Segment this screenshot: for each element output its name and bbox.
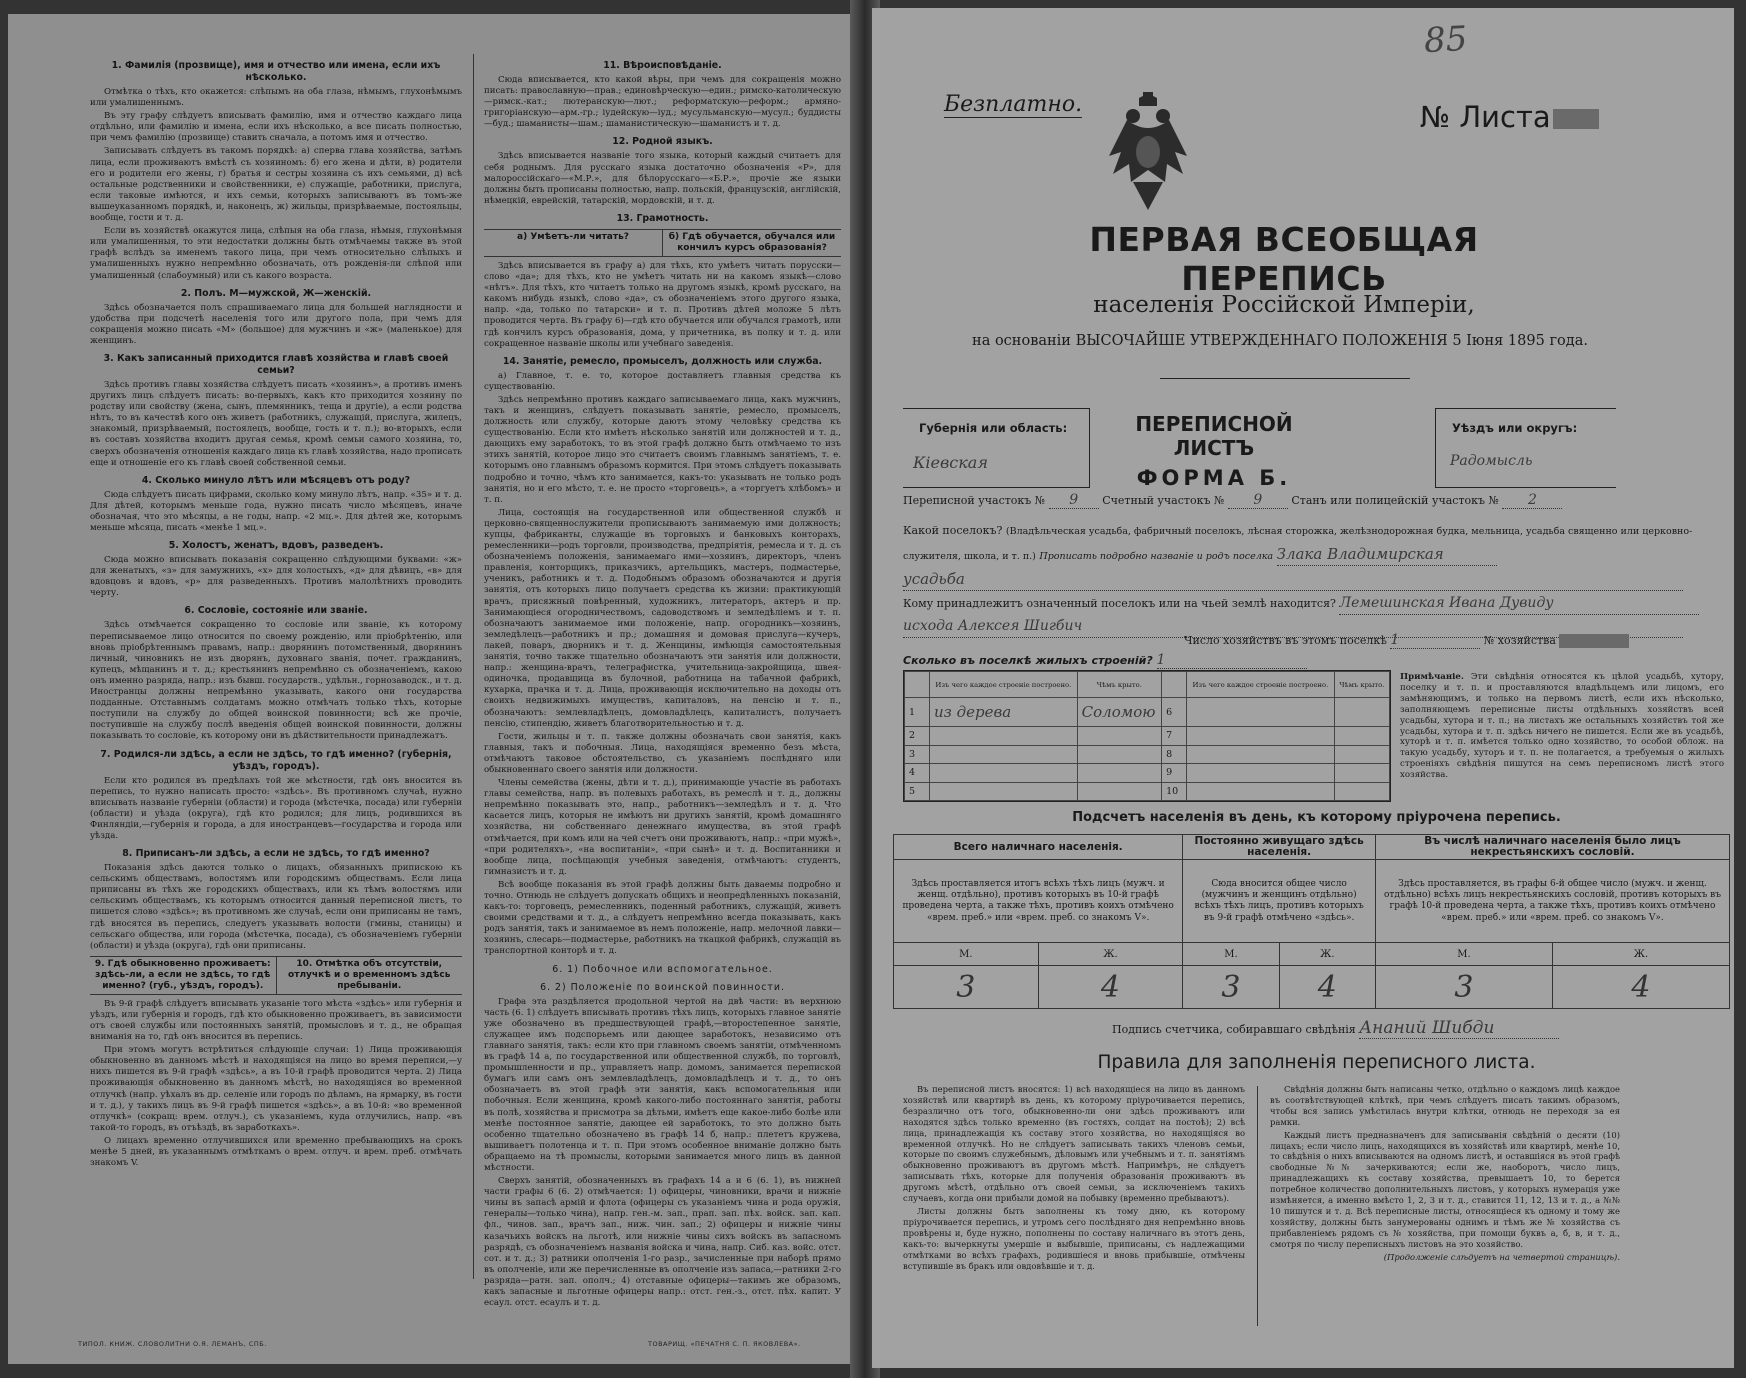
- instruction-paragraph: Гости, жильцы и т. п. также должны обозначать свои занятія, какъ главныя, такъ и побочныя. Лица, находящіяся временно безъ мѣста, отмѣчаютъ таковое обстоятельство, съ указаніемъ послѣдняго или обыкновеннаго своего занятія или должности.: [484, 731, 841, 775]
- building-roof: [1334, 782, 1389, 800]
- split-heading-right: б) Гдѣ обучается, обучался или кончилъ курсъ образованія?: [662, 230, 841, 256]
- building-roof: [1334, 698, 1389, 727]
- female-header: Ж.: [1279, 943, 1375, 966]
- split-heading-left: 9. Гдѣ обыкновенно проживаетъ: здѣсь-ли, а если не здѣсь, то гдѣ именно? (губ., уѣздъ, городъ).: [94, 958, 271, 991]
- owner-label: Кому принадлежитъ означенный поселокъ или на чьей землѣ находится?: [903, 597, 1336, 610]
- instruction-paragraph: Отмѣтка о тѣхъ, кто окажется: слѣпымъ на оба глаза, нѣмымъ, глухонѣмымъ или умалишеннымъ.: [90, 87, 462, 109]
- section-heading: 3. Какъ записанный приходится главѣ хозяйства и главѣ своей семьи?: [103, 352, 449, 376]
- building-material: [1187, 727, 1335, 745]
- building-number: 1: [905, 698, 930, 727]
- building-roof: [1077, 782, 1161, 800]
- male-header: М.: [1183, 943, 1279, 966]
- section-heading: 2. Полъ. М—мужской, Ж—женскій.: [180, 287, 372, 299]
- uezd-value: Радомысль: [1450, 453, 1533, 469]
- settlement-hint: (Владѣльческая усадьба, фабричный поселокъ, лѣсная сторожка, желѣзнодорожная будка, мельница, усадьба священно или церковно-служителя, школа, и т. п.): [903, 526, 1693, 562]
- printer-imprint-left: ТИПОЛ. КНИЖ. СЛОВОЛИТНИ О.Я. ЛЕМАНЪ, СПБ.: [78, 1340, 267, 1348]
- section-heading: 1. Фамилія (прозвище), имя и отчество или имена, если ихъ нѣсколько.: [111, 60, 441, 83]
- instruction-paragraph: Въ 9-й графѣ слѣдуетъ вписывать указаніе того мѣста «здѣсь» или губернія и уѣздъ, или губернія и городъ, гдѣ кто обыкновенно проживаетъ, въ зависимости отъ своей службы или постоянныхъ занятій, промысловъ и т. д., не обращая вниманія на то, гдѣ онъ вносится въ перепись.: [90, 998, 462, 1043]
- split-heading-left: а) Умѣетъ-ли читать?: [517, 231, 629, 242]
- building-number: 9: [1162, 764, 1187, 782]
- building-material: [1187, 698, 1335, 727]
- rules-paragraph: Въ переписной листъ вносятся: 1) всѣ находящіеся на лицо въ данномъ хозяйствѣ или квартирѣ въ день, къ которому пріурочивается перепись, безразлично отъ того, обыкновенно-ли они здѣсь проживаютъ или находятся здѣсь только временно (въ гостяхъ, солдат на постоѣ); 2) всѣ лица, принадлежащія къ составу этого хозяйства, но находящіяся во временной отлучкѣ. Но не слѣдуетъ записывать такихъ членовъ семьи, которые по своимъ служебнымъ, дѣловымъ или учебнымъ и т. п. занятіямъ обыкновенно проживаютъ въ другомъ мѣстѣ. Напримѣръ, не слѣдуетъ записывать тѣхъ, которые для полученія образованія проживаютъ въ другомъ мѣстѣ, отдѣльно отъ своей семьи, за исключеніемъ такихъ случаевъ, когда они прибыли домой на побывку (временно пребываютъ).: [903, 1084, 1245, 1204]
- instruction-paragraph: Лица, состоящія на государственной или общественной службѣ и церковно-священнослужители прописываютъ занимаемую ими должность; купцы, фабриканты, служащіе въ торговыхъ и банковыхъ конторахъ, ремесленники—родъ торговли, производства, предпріятія, ремесла и т. д. съ обозначеніемъ положенія, занимаемаго ими—хозяинъ, директоръ, членъ правленія, конторщикъ, приказчикъ, артельщикъ, мастеръ, подмастерье, ученикъ, работникъ и т. д. Подобнымъ образомъ обозначаются и другія занятія, отъ которыхъ лицо получаетъ средства къ жизни: практикующій врачъ, присяжный повѣренный, художникъ, литераторъ, актеръ и пр. Занимающіеся огородничествомъ, садоводствомъ и земледѣліемъ и т. п. обозначаютъ занимаемое ими положеніе, напр. огородникъ—хозяинъ, земледѣлецъ—работникъ и пр.; домашняя и домовая прислуга—кучеръ, лакей, поваръ, дворникъ и т. д. Женщины, имѣющія самостоятельныя занятія, точно также тщательно обозначаютъ эти занятія или должности, напр.: женщина-врачъ, телеграфистка, учительница-закройщица, швея-одиночка, продавщица въ булочной, работница на табачной фабрикѣ, кухарка, прачка и т. д. Лица, проживающія исключительно на доходы отъ своихъ недвижимыхъ имуществъ, капиталовъ, на пенсію и т. п., обозначаютъ: землевладѣлецъ, домовладѣлецъ, капиталистъ, получаетъ пенсію, стипендію, живетъ благотворительностью и т. д.: [484, 507, 841, 729]
- uezd-label: Уѣздъ или округъ:: [1452, 421, 1578, 435]
- settlement-value-2: усадьба: [903, 568, 1683, 591]
- buildings-table: [903, 670, 1391, 802]
- settlement-value: Злака Владимирская: [1277, 543, 1497, 566]
- instruction-paragraph: а) Главное, т. е. то, которое доставляетъ главныя средства къ существованію.: [484, 370, 841, 392]
- present-female-count: 4: [1038, 966, 1183, 1009]
- split-heading: [484, 229, 841, 257]
- instruction-paragraph: Здѣсь вписывается названіе того языка, который каждый считаетъ для себя роднымъ. Для русскаго языка достаточно обозначенія «Р», для малороссійскаго—«М.Р.», для бѣлорусскаго—«Б.Р.», прочіе же языки должны быть прописаны полностью, напр. польскій, французскій, англійскій, нѣмецкій, еврейскій, татарскій, мордовскій, и т. д.: [484, 151, 841, 206]
- section-heading: 4. Сколько минуло лѣтъ или мѣсяцевъ отъ роду?: [141, 474, 411, 486]
- household-number-label: № хозяйства: [1483, 634, 1556, 647]
- building-material: [1187, 782, 1335, 800]
- signature-label: Подпись счетчика, собиравшаго свѣдѣнія: [1112, 1023, 1356, 1036]
- owner-value-2: исхода Алексея Шигбич: [903, 615, 1683, 638]
- roof-header: Чѣмъ крыто.: [1077, 672, 1161, 698]
- rules-column-1: [903, 1084, 1245, 1273]
- building-roof: Соломою: [1077, 698, 1161, 727]
- police-district-value: 2: [1502, 492, 1562, 509]
- count-district-value: 9: [1228, 492, 1288, 509]
- enumerator-signature-row: [1112, 1018, 1559, 1039]
- double-headed-eagle-emblem: [1103, 86, 1193, 216]
- building-roof: [1334, 764, 1389, 782]
- building-number: 10: [1162, 782, 1187, 800]
- instruction-paragraph: Въ эту графу слѣдуетъ вписывать фамилію, имя и отчество каждаго лица отдѣльно, или фамилію и имена, если ихъ нѣсколько, а все писать полностью, при чемъ фамилію (прозвище) ставить сначала, а потомъ имя и отчество.: [90, 111, 462, 144]
- instruction-paragraph: Здѣсь отмѣчается сокращенно то сословіе или званіе, къ которому переписываемое лицо относится по своему рожденію, или пріобрѣтенію, или вновь пріобрѣтеннымъ правамъ, напр.: дворянинъ потомственный, дворянинъ личный, чиновникъ не изъ дворянъ, духовнаго званія, почет. гражданинъ, купецъ, мѣщанинъ и т. д.; крестьянинъ непремѣнно съ обозначеніемъ, какою онъ именно разряда, напр.: изъ бывш. государств., удѣльн., горнозаводск., и т. д. Иностранцы должны непремѣнно указывать, какого они государства подданные. Отставнымъ солдатамъ можно отмѣчать только тѣхъ, которые поступили на службу до общей воинской повинности; всѣ же прочіе, поступившіе на службу послѣ введенія общей воинской повинности, должны показывать то сословіе, къ которому они въ дѣйствительности принадлежатъ.: [90, 620, 462, 742]
- building-material: [930, 782, 1078, 800]
- instruction-paragraph: Всѣ вообще показанія въ этой графѣ должны быть даваемы подробно и точно. Отнюдь не слѣдуетъ допускать общихъ и неопредѣленныхъ показаній, какъ-то: торговецъ, ремесленникъ, поденный работникъ, служащій, живетъ своими средствами и т. д., а слѣдуетъ непремѣнно всегда показывать, какъ родъ занятія, такъ и занимаемое въ немъ положеніе, напр. мелочной лавки—хозяинъ, слесарь—подмастерье, работникъ на ткацкой фабрикѣ, служащій въ транспортной конторѣ и т. д.: [484, 879, 841, 957]
- form-header: [903, 408, 1730, 488]
- printer-imprint-right: ТОВАРИЩ. «ПЕЧАТНЯ С. П. ЯКОВЛЕВА».: [648, 1340, 801, 1348]
- buildings-note: [1400, 672, 1724, 781]
- section-heading: 11. Вѣроисповѣданіе.: [603, 60, 722, 71]
- instruction-paragraph: Здѣсь непремѣнно противъ каждаго записываемаго лица, какъ мужчинъ, такъ и женщинъ, слѣдуетъ показывать занятіе, ремесло, промыселъ, должность или службу, которые даютъ этому человѣку средства къ существованію. Если кто имѣетъ нѣсколько занятій или должностей и т. д., дающихъ ему заработокъ, то въ этой графѣ должно быть отмѣчаемо то изъ этихъ занятій, которое лицо это считаетъ своимъ главнымъ занятіемъ, т. е. которымъ оно главнымъ образомъ кормится. При этомъ слѣдуетъ показывать подробно и точно, чѣмъ кто занимается, какъ-то: указывать не только родъ занятія, но и его мѣсто, т. е. не просто «торговецъ», а «торгуетъ хлѣбомъ» и т. п.: [484, 394, 841, 505]
- male-header: М.: [894, 943, 1039, 966]
- rules-title: Правила для заполненія переписного листа.: [1097, 1052, 1536, 1073]
- rules-paragraph: Свѣдѣнія должны быть написаны четко, отдѣльно о каждомъ лицѣ каждое въ соотвѣтствующей клѣткѣ, при чемъ слѣдуетъ писать такимъ образомъ, чтобы вся запись умѣстилась внутри клѣтки, отнюдь не переходя за ея рамки.: [1270, 1084, 1620, 1127]
- section-heading: 12. Родной языкъ.: [612, 136, 713, 148]
- material-header: Изъ чего каждое строеніе построено.: [930, 672, 1078, 698]
- instruction-paragraph: Графа эта раздѣляется продольной чертой на двѣ части: въ верхнюю часть (6. 1) слѣдуетъ вписывать противъ тѣхъ лицъ, которыхъ главное занятіе уже обозначено въ предшествующей графѣ,—второстепенное занятіе, служащее имъ подспорьемъ или дающее заработокъ, независимо отъ главнаго занятія, такъ: если кто при главномъ своемъ занятіи, отмѣченномъ въ графѣ 14 а, по государственной или общественной службѣ, по торговлѣ, промышленности и пр., управляетъ напр. домомъ, занимается перепиской бумагъ или самъ онъ землевладѣлецъ, домовладѣлецъ и т. д., то онъ обозначаетъ въ этой графѣ эти занятія, какъ вспомогательныя или побочныя. Если женщина, кромѣ какого-либо постояннаго занятія, работы въ полѣ, хозяйства и присмотра за дѣтьми, имѣетъ еще какое-либо болѣе или менѣе постоянное занятіе, дающее ей заработокъ, то это должно быть особенно тщательно обозначено въ графѣ 14 б, напр.: плететъ кружева, вышиваетъ полотенца и т. п. При этомъ особенное вниманіе должно быть обращаемо на тѣ промыслы, которыми занимается много лицъ въ данной мѣстности.: [484, 996, 841, 1173]
- buildings-label: Сколько въ поселкѣ жилыхъ строеній?: [903, 654, 1153, 667]
- building-material: [930, 727, 1078, 745]
- population-count-table: [893, 834, 1730, 1008]
- form-title-box: [1099, 408, 1329, 490]
- non-peasant-desc: Здѣсь проставляется, въ графы 6-й общее число (мужч. и женщ. отдѣльно) всѣхъ лицъ некрестьянскихъ сословій, противъ которыхъ въ графѣ 10-й проведена черта, а также тѣхъ, противъ коихъ отмѣчено «врем. преб.» или «врем. преб. со знакомъ V».: [1375, 860, 1729, 943]
- building-material: [1187, 745, 1335, 763]
- instruction-paragraph: Здѣсь противъ главы хозяйства слѣдуетъ писать «хозяинъ», а противъ именъ другихъ лицъ слѣдуетъ писать: во-первыхъ, какъ кто приходится хозяину по родству или свойству (жена, сынъ, племянникъ, теща и другіе), а если родства нѣтъ, то въ качествѣ кого онъ живетъ (работникъ, служащій, прислуга, жилецъ, знакомый, призрѣваемый, постоялецъ, вообще, гость и т. п.); во-вторыхъ, если въ составъ хозяйства входитъ другая семья, кромѣ семьи самого хозяина, то, сверхъ обозначенія отношенія каждаго лица къ главѣ хозяйства, надо прописать еще и отношеніе его къ главѣ своей собственной семьи.: [90, 379, 462, 468]
- census-title: ПЕРВАЯ ВСЕОБЩАЯ ПЕРЕПИСЬ: [1089, 220, 1479, 298]
- redacted-box: [1559, 634, 1629, 648]
- section-heading: 5. Холостъ, женатъ, вдовъ, разведенъ.: [168, 540, 384, 552]
- owner-value: Лемешинская Ивана Дувиду: [1339, 592, 1699, 615]
- subsection-heading: 6. 1) Побочное или вспомогательное.: [552, 963, 773, 975]
- instructions-column-1: [90, 54, 462, 1171]
- settlement-label: Какой поселокъ?: [903, 524, 1003, 537]
- permanent-male-count: 3: [1183, 966, 1279, 1009]
- male-header: М.: [1375, 943, 1552, 966]
- building-number: 6: [1162, 698, 1187, 727]
- female-header: Ж.: [1552, 943, 1729, 966]
- section-heading: 7. Родился-ли здѣсь, а если не здѣсь, то гдѣ именно? (губернія, уѣздъ, городъ).: [100, 748, 452, 772]
- split-heading: [90, 956, 462, 995]
- households-value: 1: [1390, 632, 1480, 649]
- sheet-number: [1420, 100, 1599, 134]
- rules-divider: [1257, 1086, 1258, 1326]
- building-number: 4: [905, 764, 930, 782]
- rules-paragraph: Листы должны быть заполнены къ тому дню, къ которому пріурочивается перепись, и утромъ сего послѣдняго дня непремѣнно вновь провѣрены и, буде нужно, пополнены по составу наличнаго въ этотъ день, какъ-то: вычеркнуты умершіе и выбывшіе, приписаны, съ надлежащими отмѣтками во всѣхъ графахъ, родившіеся и вновь прибывшіе, отмѣчены вступившіе въ бракъ или овдовѣвшіе и т. д.: [903, 1205, 1245, 1271]
- uezd-box: [1435, 408, 1616, 488]
- building-material: [930, 745, 1078, 763]
- building-roof: [1077, 764, 1161, 782]
- non-peasant-male-count: 3: [1375, 966, 1552, 1009]
- gubernia-label: Губернія или область:: [919, 421, 1068, 435]
- census-district-label: Переписной участокъ №: [903, 494, 1046, 507]
- buildings-value: 1: [1157, 652, 1307, 669]
- census-district-value: 9: [1049, 492, 1099, 509]
- present-population-desc: Здѣсь проставляется итогъ всѣхъ тѣхъ лицъ (мужч. и женщ. отдѣльно), противъ которыхъ въ 10-й графѣ проведена черта, а также тѣхъ, противъ коихъ отмѣчено «врем. преб.» или «врем. преб. со знакомъ V».: [894, 860, 1183, 943]
- section-heading: 13. Грамотность.: [616, 212, 709, 224]
- building-row: [905, 782, 1390, 800]
- districts-row: [903, 492, 1562, 509]
- building-row: [905, 764, 1390, 782]
- rules-column-2: [1270, 1084, 1620, 1263]
- female-header: Ж.: [1038, 943, 1183, 966]
- material-header: Изъ чего каждое строеніе построено.: [1187, 672, 1335, 698]
- gubernia-value: Кіевская: [913, 453, 988, 472]
- building-roof: [1334, 727, 1389, 745]
- left-page: [8, 14, 860, 1364]
- section-heading: 14. Занятіе, ремесло, промыселъ, должность или служба.: [502, 355, 823, 367]
- building-material: из дерева: [930, 698, 1078, 727]
- instruction-paragraph: Сюда слѣдуетъ писать цифрами, сколько кому минуло лѣтъ, напр. «35» и т. д. Для дѣтей, которымъ меньше года, нужно писать число мѣсяцевъ, иначе обозначая, что это мѣсяцы, а не годы, напр. «2 мц.». Для дѣтей же, которымъ меньше мѣсяца, писать «менѣе 1 мц.».: [90, 489, 462, 533]
- instruction-paragraph: О лицахъ временно отлучившихся или временно пребывающихъ на срокъ менѣе 5 дней, въ указаннымъ отмѣткамъ о врем. отлуч. и врем. преб. отмѣчать знакомъ V.: [90, 1135, 462, 1169]
- police-district-label: Станъ или полицейскій участокъ №: [1291, 494, 1499, 507]
- instruction-paragraph: Записывать слѣдуетъ въ такомъ порядкѣ: а) сперва глава хозяйства, затѣмъ лица, если проживаютъ вмѣстѣ съ хозяиномъ: б) его жена и дѣти, в) родители его и родители его жены, г) братья и сестры хозяина съ ихъ семьями, д) всѣ остальные родственники и свойственники, е) служащіе, работники, прислуга, если таковые имѣются, и ихъ семьи, которыхъ записываютъ въ томъ-же вышеуказанномъ порядкѣ, и, наконецъ, ж) жильцы, призрѣваемые, постояльцы, вообще, гости и т. д.: [90, 146, 462, 224]
- permanent-population-desc: Сюда вносится общее число (мужчинъ и женщинъ отдѣльно) всѣхъ тѣхъ лицъ, противъ которыхъ въ 9-й графѣ отмѣчено «здѣсь».: [1183, 860, 1376, 943]
- column-divider: [473, 54, 474, 1279]
- instruction-paragraph: Здѣсь вписывается въ графу а) для тѣхъ, кто умѣетъ читать порусски—слово «да»; для тѣхъ, кто не умѣетъ читать ни на какомъ языкѣ—слово «нѣтъ». Для тѣхъ, кто читаетъ только на другомъ языкѣ, кромѣ русскаго, на какомъ нибудь языкѣ, слово «да», съ обозначеніемъ этого другого языка, напр. «да, только по татарски» и т. п. Противъ дѣтей моложе 5 лѣтъ проводится черта. Въ графу 6)—гдѣ кто обучается или обучался грамотѣ, или гдѣ кончилъ курсъ образованія, дома, у причетника, въ полку и т. д. или сокращенное названіе школы или учебнаго заведенія.: [484, 260, 841, 349]
- form-type: ФОРМА Б.: [1136, 466, 1292, 490]
- buildings-row: [903, 652, 1307, 669]
- subsection-heading: 6. 2) Положеніе по воинской повинности.: [540, 981, 785, 993]
- non-peasant-header: Въ числѣ наличнаго населенія было лицъ некрестьянскихъ сословій.: [1375, 835, 1729, 860]
- building-number: 8: [1162, 745, 1187, 763]
- building-material: [930, 764, 1078, 782]
- households-label: Число хозяйствъ въ этомъ поселкѣ: [1184, 634, 1387, 647]
- instruction-paragraph: Здѣсь обозначается полъ спрашиваемаго лица для большей наглядности и удобства при подсчетѣ населенія того или другого пола, при чемъ для сокращенія можно писать «М» (большое) для мужчинъ и «ж» (маленькое) для женщинъ.: [90, 302, 462, 346]
- note-text: Эти свѣдѣнія относятся къ цѣлой усадьбѣ, хутору, поселку и т. п. и проставляются владѣльцемъ или лицомъ, его замѣняющимъ, и только на первомъ листѣ, если ихъ нѣсколько, заполняющемъ переписные листы отдѣльныхъ хозяйствъ всей усадьбы, хутора и т. п.; на листахъ же остальныхъ хозяйствъ той же усадьбы, хутора и т. п. здѣсь ничего не пишется. Если же въ усадьбѣ, хуторѣ и т. п. имѣется только одно хозяйство, то особой облож. на такую усадьбу, хуторъ и т. п. не полагается, а требуемыя о жилыхъ строеніяхъ свѣдѣнія пишутся на семъ переписномъ листѣ этого хозяйства.: [1400, 672, 1724, 781]
- split-heading-right: 10. Отмѣтка объ отсутствіи, отлучкѣ и о временномъ здѣсь пребываніи.: [276, 957, 463, 994]
- count-district-label: Счетный участокъ №: [1102, 494, 1225, 507]
- rules-paragraph: Каждый листъ предназначенъ для записыванія свѣдѣній о десяти (10) лицахъ; если число лицъ, находящихся въ хозяйствѣ или квартирѣ, менѣе 10, то свѣдѣнія о нихъ вписываются на одномъ листѣ, и оставшіяся въ этой графѣ свободные №№ зачеркиваются; если же, наоборотъ, число лицъ, принадлежащихъ къ составу хозяйства, превышаетъ 10, то берется потребное количество дополнительныхъ листовъ, у которыхъ нумерація уже измѣняется, а именно вмѣсто 1, 2, 3 и т. д., ставится 11, 12, 13 и т. д., а №№ 10 пишутся и т. д. Всѣ переписные листы, относящіеся къ одному и тому же хозяйству, должны быть занумерованы однимъ и тѣмъ же № хозяйства съ прибавленіемъ рядомъ съ № хозяйства, при помощи буквъ а, б, в, и т. д., смотря по числу переписныхъ листовъ на это хозяйство.: [1270, 1129, 1620, 1249]
- building-number: 3: [905, 745, 930, 763]
- sheet-number-label: № Листа: [1420, 100, 1551, 134]
- section-heading: 8. Приписанъ-ли здѣсь, а если не здѣсь, то гдѣ именно?: [122, 848, 430, 860]
- instruction-paragraph: Сюда можно вписывать показанія сокращенно слѣдующими буквами: «ж» для женатыхъ, «з» для замужнихъ, «х» для холостыхъ, «д» для дѣвицъ, «в» для вдовцовъ и вдовъ, «р» для разведенныхъ. Противъ малолѣтнихъ проводить черту.: [90, 555, 462, 599]
- instruction-paragraph: Если въ хозяйствѣ окажутся лица, слѣпыя на оба глаза, нѣмыя, глухонѣмыя или умалишенныя, то эти недостатки должны быть отмѣчаемы также въ этой графѣ вслѣдъ за именемъ такого лица, при чемъ относительно слѣпыхъ и умалишенныхъ нужно непремѣнно обозначать, отъ рожденія-ли слѣпой или умалишенный (слабоумный) или съ какого возраста.: [90, 226, 462, 281]
- instruction-paragraph: Показанія здѣсь даются только о лицахъ, обязанныхъ припискою къ сельскимъ обществамъ, волостямъ или городскимъ обществамъ. Если лица приписаны въ тѣхъ же городскихъ обществахъ, или къ тѣмъ волостямъ или сельскимъ обществамъ, къ которымъ относится данный переписной листъ, то пишется слово «здѣсь»; въ противномъ же случаѣ, если они приписаны не тамъ, гдѣ вносятся въ перепись, следуетъ указывать волости (гмины, станицы) и сельскаго общества, или города (мѣстечка, посада), съ обозначеніемъ губерніи (области) и уѣзда (округа), гдѣ они приписаны.: [90, 863, 462, 951]
- free-of-charge-label: Безплатно.: [944, 92, 1083, 117]
- settlement-hint-2: Прописать подробно названіе и родъ поселка: [1039, 551, 1274, 562]
- form-title: ПЕРЕПИСНОЙ ЛИСТЪ: [1135, 412, 1293, 460]
- gubernia-box: [903, 408, 1090, 488]
- instruction-paragraph: Сюда вписывается, кто какой вѣры, при чемъ для сокращенія можно писать: православную—прав.; единовѣрческую—един.; римско-католическую—римск.-кат.; лютеранскую—лют.; реформатскую—реформ.; армяно-григоріанскую—арм.-гр.; іудейскую—іуд.; мусульманскую—мусул.; буддисты—буд.; шаманисты—шам.; шаманистическую—шаманистъ и т. д.: [484, 75, 841, 130]
- redacted-box: [1553, 109, 1599, 129]
- signature-value: Ананий Шибди: [1359, 1018, 1559, 1039]
- instruction-paragraph: При этомъ могутъ встрѣтиться слѣдующіе случаи: 1) Лица проживающія обыкновенно въ данномъ мѣстѣ и находящіяся на лицо во время переписи,—у нихъ пишется въ 9-й графѣ «здѣсь», а въ 10-й графѣ проводится черта. 2) Лица проживающія обыкновенно въ данномъ мѣстѣ, но находящіяся во временной отлучкѣ (напр. уѣхалъ въ др. селеніе или городъ по дѣламъ, на ярмарку, въ гости и т. д.), у такихъ лицъ въ 9-й графѣ пишется «здѣсь», а въ 10-й: «во временной отлучкѣ» (сокращ: врем. отлуч.), съ указаніемъ, куда отлучились, напр. «въ такой-то городъ, въ отъѣздѣ, въ заработкахъ».: [90, 1045, 462, 1133]
- building-material: [1187, 764, 1335, 782]
- note-title: Примѣчаніе.: [1400, 672, 1464, 682]
- divider: [1160, 378, 1410, 379]
- instruction-paragraph: Если кто родился въ предѣлахъ той же мѣстности, гдѣ онъ вносится въ перепись, то нужно написать просто: «здѣсь». Въ противномъ случаѣ, нужно вписывать названіе губерніи (области) и города (мѣстечка, посада) или губерніи (области) и уѣзда (округа), гдѣ кто родился; для лицъ, родившихся въ Финляндіи,—губернія и города, а для иностранцевъ—государства и города или уѣзда.: [90, 775, 462, 841]
- present-male-count: 3: [894, 966, 1039, 1009]
- census-basis: на основаніи ВЫСОЧАЙШЕ УТВЕРЖДЕННАГО ПОЛОЖЕНІЯ 5 Іюня 1895 года.: [972, 333, 1588, 349]
- rules-continued-note: (Продолженіе слѣдуетъ на четвертой страницѣ).: [1383, 1251, 1620, 1262]
- building-roof: [1077, 727, 1161, 745]
- section-heading: 6. Сословіе, состояніе или званіе.: [184, 605, 368, 617]
- building-row: [905, 698, 1390, 727]
- instructions-column-2: [484, 54, 841, 1311]
- non-peasant-female-count: 4: [1552, 966, 1729, 1009]
- building-number: 7: [1162, 727, 1187, 745]
- instruction-paragraph: Сверхъ занятій, обозначенныхъ въ графахъ 14 а и 6 (6. 1), въ нижней части графы 6 (6. 2) отмѣчается: 1) офицеры, чиновники, врачи и нижніе чины въ запасѣ армій и флота (офицеры съ указаніемъ чина и рода оружія, генералы—только чина), напр. ген.-м. зап., прап. зап. пѣх. войск. зап. кап. фл., чинов. зап., врачъ зап., ниж. чин. зап.; 2) офицеры и нижніе чины казачьихъ войскъ на льготѣ, или нижніе чины сихъ войскъ въ запасномъ разрядѣ, съ обозначеніемъ названія войска и чина, напр. Сиб. каз. войс. отст. сот. и т. д.; 3) ратники ополченія 1-го разр., зачисленные при наборѣ прямо въ ополченіе, или же перечисленные въ ополченіе изъ запаса,—ратники 2-го разряда—ратн. зап. ополч.; 4) отставные офицеры—такимъ же образомъ, какъ запасные и льготные офицеры напр.: отст. ген.-з., отст. пѣх. капит. У есаул. отст. есаулъ и т. д.: [484, 1176, 841, 1309]
- building-roof: [1334, 745, 1389, 763]
- present-population-header: Всего наличнаго населенія.: [894, 835, 1183, 860]
- instruction-paragraph: Члены семейства (жены, дѣти и т. д.), принимающіе участіе въ работахъ главы семейства, напр. въ полевыхъ работахъ, въ ремеслѣ и т. д., должны непремѣнно показывать это, напр., работникъ—земледѣлъ и т. д. Что касается лицъ, которыя не имѣютъ ни другихъ занятій, кромѣ домашняго хозяйства, ни собственнаго денежнаго имущества, въ этой графѣ отмѣчается, при комъ или на чей счетъ они проживаютъ, напр.: «при мужѣ», «при родителяхъ», «на воспитаніи», «при сынѣ» и т. д. Воспитанники и вообще лица, посѣщающія учебныя заведенія, отмѣчаютъ: студентъ, гимназистъ и т. д.: [484, 778, 841, 877]
- permanent-female-count: 4: [1279, 966, 1375, 1009]
- handwritten-page-number: 85: [1422, 18, 1469, 62]
- building-row: [905, 727, 1390, 745]
- population-count-title: Подсчетъ населенія въ день, къ которому пріурочена перепись.: [1072, 810, 1561, 825]
- building-roof: [1077, 745, 1161, 763]
- roof-header: Чѣмъ крыто.: [1334, 672, 1389, 698]
- building-row: [905, 745, 1390, 763]
- building-number: 5: [905, 782, 930, 800]
- building-number: 2: [905, 727, 930, 745]
- census-subtitle: населенія Россійской Имперіи,: [1093, 292, 1475, 318]
- permanent-population-header: Постоянно живущаго здѣсь населенія.: [1183, 835, 1376, 860]
- households-row: [1184, 632, 1629, 649]
- settlement-row: [903, 520, 1723, 592]
